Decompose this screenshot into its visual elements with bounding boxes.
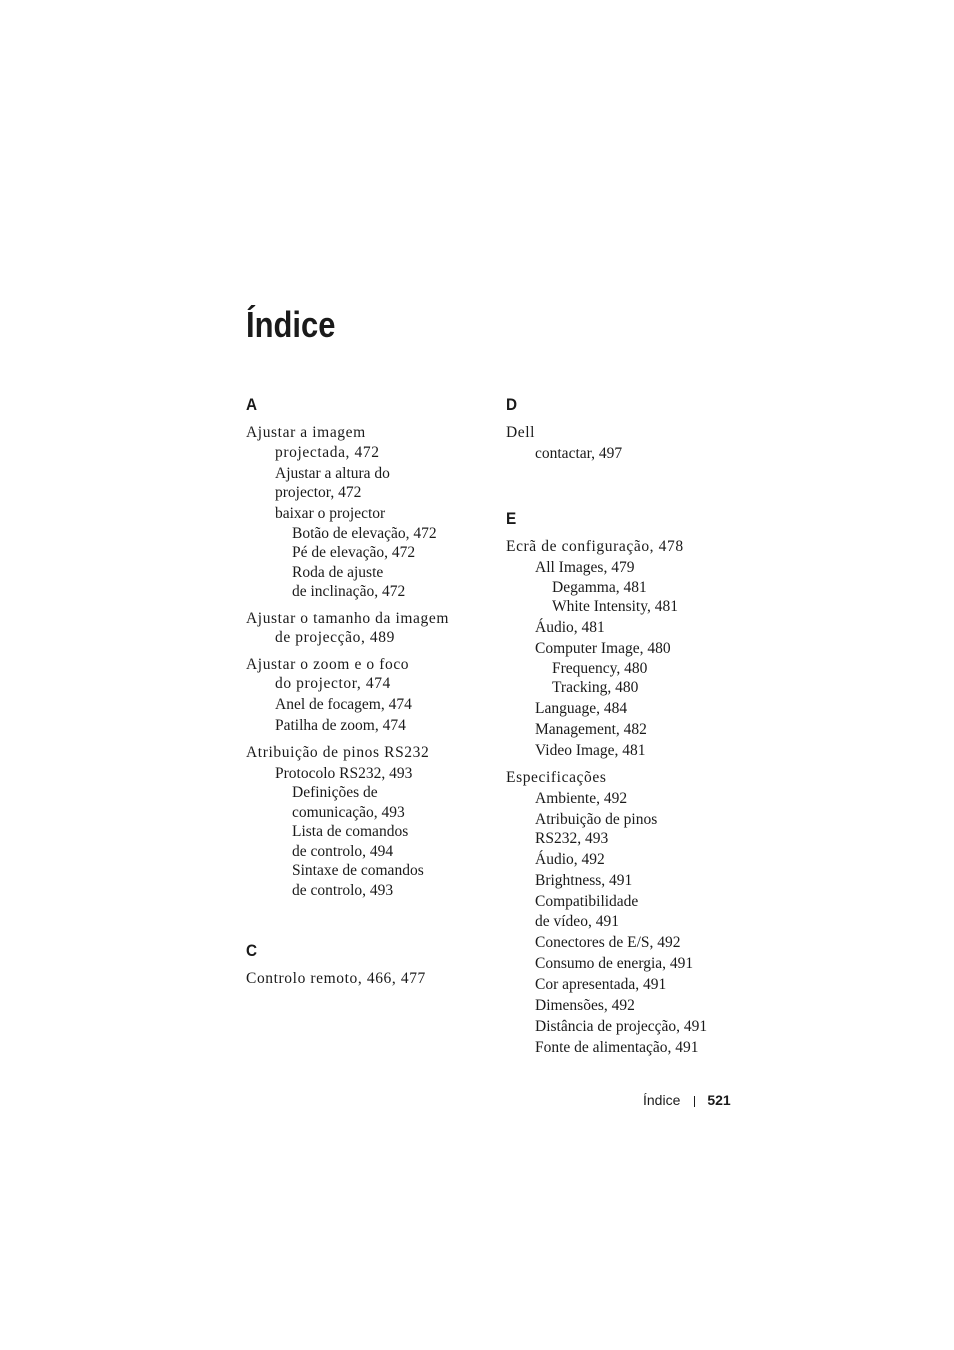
index-section-d bbox=[506, 394, 746, 464]
page-title: Índice bbox=[246, 304, 336, 345]
index-entry: Ecrã de configuração, 478 bbox=[506, 538, 684, 555]
index-entry: Atribuição de pinos RS232 bbox=[246, 743, 430, 761]
index-section-a bbox=[246, 394, 486, 900]
index-entry: Especificações bbox=[506, 768, 607, 786]
index-subentry: Consumo de energia, 491 bbox=[535, 954, 694, 972]
index-subentry: Cor apresentada, 491 bbox=[535, 975, 667, 993]
index-entry: Ajustar a imagem bbox=[246, 424, 366, 441]
index-entry: de projecção, 489 bbox=[275, 629, 395, 646]
index-subsubentry: Tracking, 480 bbox=[552, 679, 639, 696]
index-subentry: baixar o projector bbox=[275, 505, 386, 522]
index-subsubentry: de controlo, 494 bbox=[292, 842, 394, 860]
index-entry: Controlo remoto, 466, 477 bbox=[246, 970, 426, 987]
index-subentry: Video Image, 481 bbox=[535, 742, 646, 759]
section-letter: A bbox=[246, 395, 258, 414]
index-subsubentry: Pé de elevação, 472 bbox=[292, 544, 416, 561]
index-entry: Ajustar o zoom e o foco bbox=[246, 655, 410, 673]
index-subentry: Brightness, 491 bbox=[535, 872, 633, 889]
index-subentry: Protocolo RS232, 493 bbox=[275, 764, 413, 782]
page-footer bbox=[643, 1090, 731, 1110]
index-subentry: projector, 472 bbox=[275, 484, 362, 501]
footer-separator bbox=[694, 1096, 695, 1107]
index-subentry: Ambiente, 492 bbox=[535, 789, 628, 807]
index-subsubentry: Botão de elevação, 472 bbox=[292, 524, 437, 542]
index-subsubentry: Sintaxe de comandos bbox=[292, 862, 424, 879]
index-subsubentry: Roda de ajuste bbox=[292, 563, 384, 581]
index-entry: do projector, 474 bbox=[275, 675, 391, 692]
section-letter: C bbox=[246, 941, 258, 960]
index-subsubentry: White Intensity, 481 bbox=[552, 598, 678, 615]
index-subsubentry: Definições de bbox=[292, 784, 378, 801]
index-entry: Ajustar o tamanho da imagem bbox=[246, 609, 450, 627]
index-subsubentry: de controlo, 493 bbox=[292, 881, 394, 899]
index-subentry: RS232, 493 bbox=[535, 830, 609, 847]
index-subentry: Dimensões, 492 bbox=[535, 996, 635, 1014]
footer-label: Índice bbox=[643, 1092, 681, 1108]
index-subentry: contactar, 497 bbox=[535, 445, 623, 462]
index-subentry: Distância de projecção, 491 bbox=[535, 1017, 708, 1035]
index-section-e bbox=[506, 508, 746, 1057]
index-subsubentry: Frequency, 480 bbox=[552, 659, 648, 677]
index-subentry: Conectores de E/S, 492 bbox=[535, 933, 681, 951]
index-subsubentry: de inclinação, 472 bbox=[292, 583, 406, 600]
index-subentry: Management, 482 bbox=[535, 721, 647, 738]
section-letter: D bbox=[506, 395, 518, 414]
index-subentry: Compatibilidade bbox=[535, 893, 639, 910]
index-subentry: All Images, 479 bbox=[535, 559, 635, 576]
index-subentry: Patilha de zoom, 474 bbox=[275, 717, 406, 734]
index-entry: projectada, 472 bbox=[275, 443, 380, 461]
index-subentry: Language, 484 bbox=[535, 700, 628, 717]
index-subentry: Ajustar a altura do bbox=[275, 464, 390, 482]
index-entry: Dell bbox=[506, 424, 536, 441]
index-subsubentry: Degamma, 481 bbox=[552, 578, 647, 596]
index-subentry: de vídeo, 491 bbox=[535, 912, 619, 930]
index-subsubentry: comunicação, 493 bbox=[292, 803, 405, 821]
index-subentry: Atribuição de pinos bbox=[535, 810, 658, 828]
index-section-c bbox=[246, 940, 486, 989]
index-subentry: Áudio, 481 bbox=[535, 619, 605, 636]
index-subentry: Anel de focagem, 474 bbox=[275, 696, 412, 713]
section-letter: E bbox=[506, 509, 517, 528]
index-subsubentry: Lista de comandos bbox=[292, 823, 409, 840]
index-subentry: Computer Image, 480 bbox=[535, 640, 671, 657]
index-subentry: Áudio, 492 bbox=[535, 851, 605, 868]
index-subentry: Fonte de alimentação, 491 bbox=[535, 1038, 699, 1056]
page-number: 521 bbox=[707, 1092, 731, 1108]
